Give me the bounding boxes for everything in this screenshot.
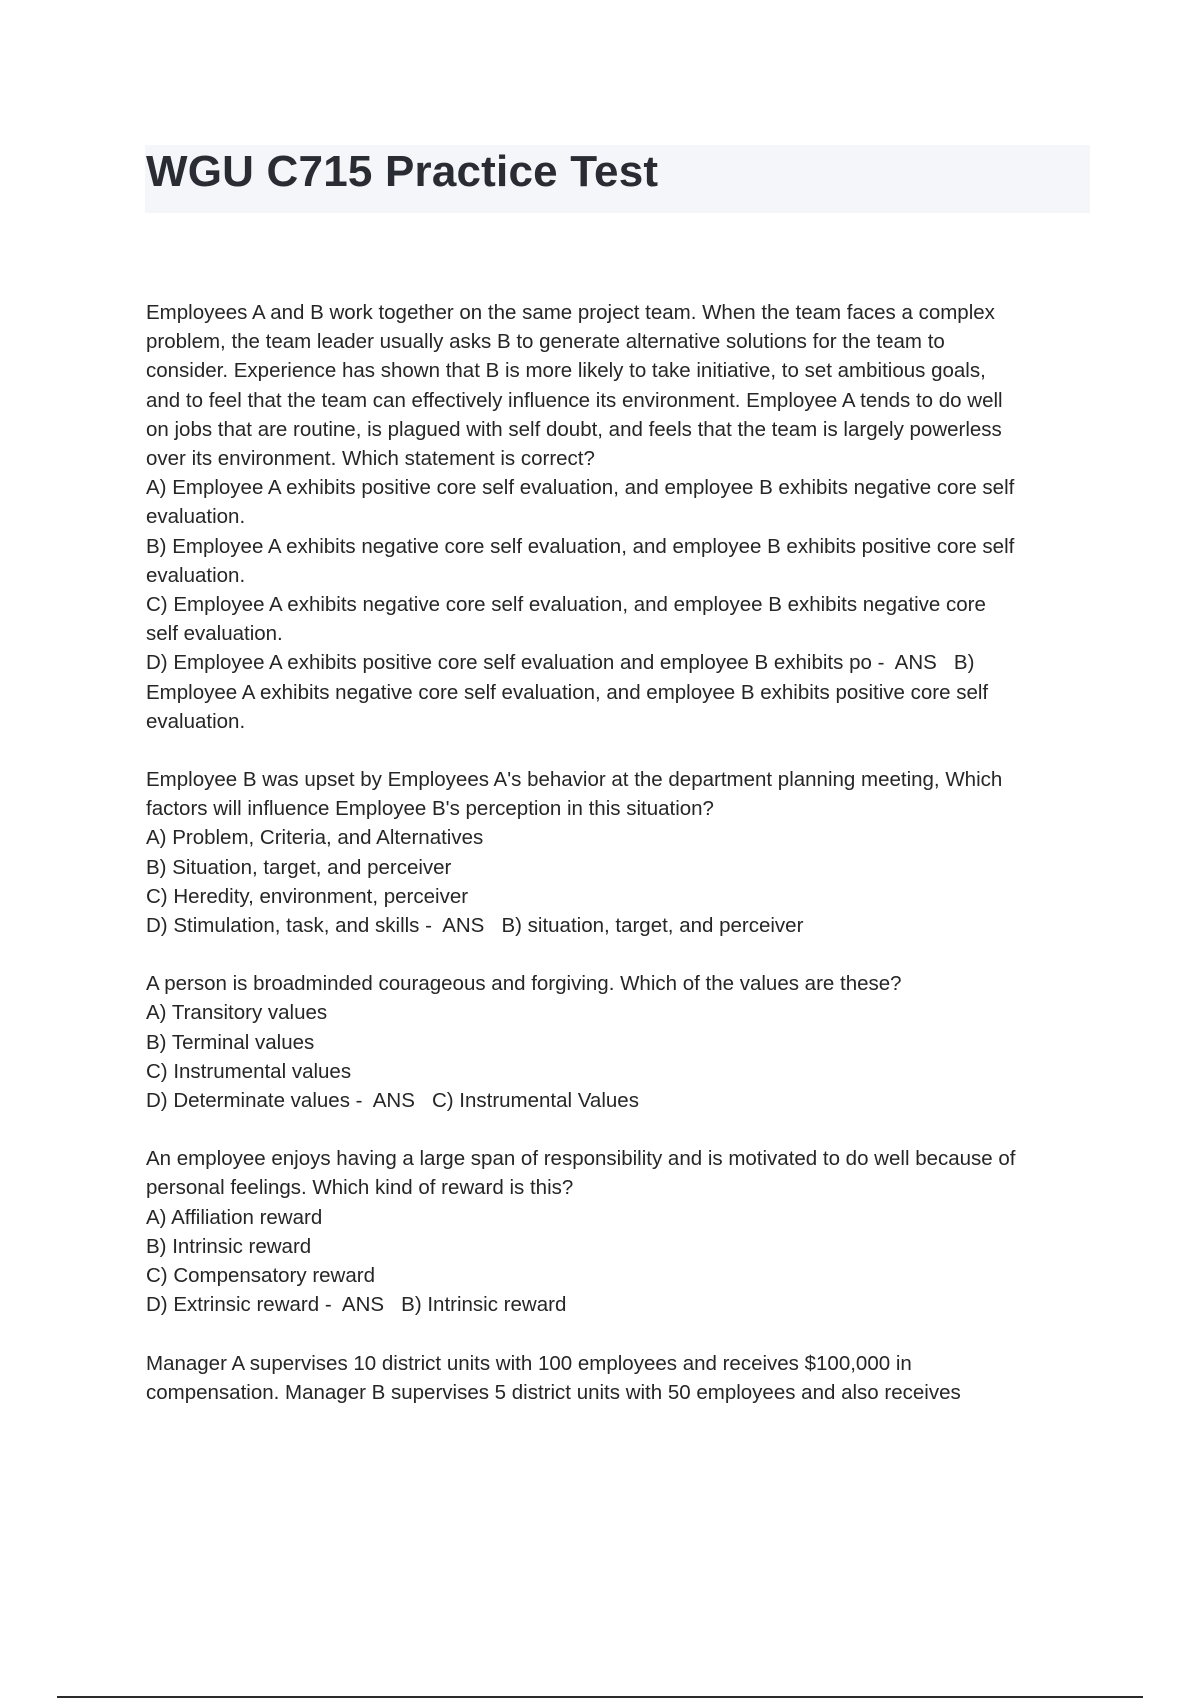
answer-option-line: B) Terminal values xyxy=(146,1030,315,1054)
question-line: and to feel that the team can effectively influence its environment. Employee A tends to do well xyxy=(146,388,1003,412)
answer-option-line: D) Stimulation, task, and skills - ANS B) situation, target, and perceiver xyxy=(146,914,804,938)
question-block xyxy=(146,1144,1096,1319)
question-block xyxy=(146,765,1096,940)
question-line: personal feelings. Which kind of reward is this? xyxy=(146,1176,574,1200)
answer-option-line: B) Situation, target, and perceiver xyxy=(146,855,452,879)
page-title: WGU C715 Practice Test xyxy=(146,147,659,196)
answer-option-line: D) Determinate values - ANS C) Instrumental Values xyxy=(146,1089,639,1113)
question-line: consider. Experience has shown that B is more likely to take initiative, to set ambitious goals, xyxy=(146,359,986,383)
answer-option-line: A) Affiliation reward xyxy=(146,1205,323,1229)
answer-option-line: C) Heredity, environment, perceiver xyxy=(146,884,469,908)
answer-option-line: B) Intrinsic reward xyxy=(146,1234,312,1258)
answer-option-line: A) Employee A exhibits positive core self evaluation, and employee B exhibits negative core self xyxy=(146,476,1015,500)
answer-option-line: self evaluation. xyxy=(146,622,283,646)
question-line: problem, the team leader usually asks B to generate alternative solutions for the team to xyxy=(146,330,945,354)
answer-option-line: C) Instrumental values xyxy=(146,1059,352,1083)
question-list xyxy=(146,298,1096,1436)
answer-line: evaluation. xyxy=(146,709,246,733)
question-line: over its environment. Which statement is correct? xyxy=(146,447,595,471)
question-line: compensation. Manager B supervises 5 district units with 50 employees and also receives xyxy=(146,1380,961,1404)
question-line: A person is broadminded courageous and forgiving. Which of the values are these? xyxy=(146,972,902,996)
answer-option-line: C) Compensatory reward xyxy=(146,1264,375,1288)
question-line: Employee B was upset by Employees A's behavior at the department planning meeting, Which xyxy=(146,768,1003,792)
question-block xyxy=(146,298,1096,736)
answer-option-line: D) Extrinsic reward - ANS B) Intrinsic reward xyxy=(146,1293,567,1317)
question-line: on jobs that are routine, is plagued with self doubt, and feels that the team is largely powerless xyxy=(146,417,1002,441)
answer-option-line: B) Employee A exhibits negative core self evaluation, and employee B exhibits positive core self xyxy=(146,534,1015,558)
answer-option-line: evaluation. xyxy=(146,563,246,587)
question-block xyxy=(146,969,1096,1115)
footer-rule xyxy=(57,1696,1143,1698)
answer-option-line: D) Employee A exhibits positive core self evaluation and employee B exhibits po - ANS B) xyxy=(146,651,975,675)
question-block xyxy=(146,1349,1096,1407)
answer-line: Employee A exhibits negative core self evaluation, and employee B exhibits positive core self xyxy=(146,680,989,704)
answer-option-line: C) Employee A exhibits negative core self evaluation, and employee B exhibits negative core xyxy=(146,593,986,617)
answer-option-line: A) Problem, Criteria, and Alternatives xyxy=(146,826,484,850)
answer-option-line: A) Transitory values xyxy=(146,1001,328,1025)
question-line: factors will influence Employee B's perception in this situation? xyxy=(146,797,714,821)
question-line: Manager A supervises 10 district units with 100 employees and receives $100,000 in xyxy=(146,1351,912,1375)
question-line: Employees A and B work together on the same project team. When the team faces a complex xyxy=(146,301,995,324)
question-line: An employee enjoys having a large span of responsibility and is motivated to do well because of xyxy=(146,1147,1016,1171)
answer-option-line: evaluation. xyxy=(146,505,246,529)
